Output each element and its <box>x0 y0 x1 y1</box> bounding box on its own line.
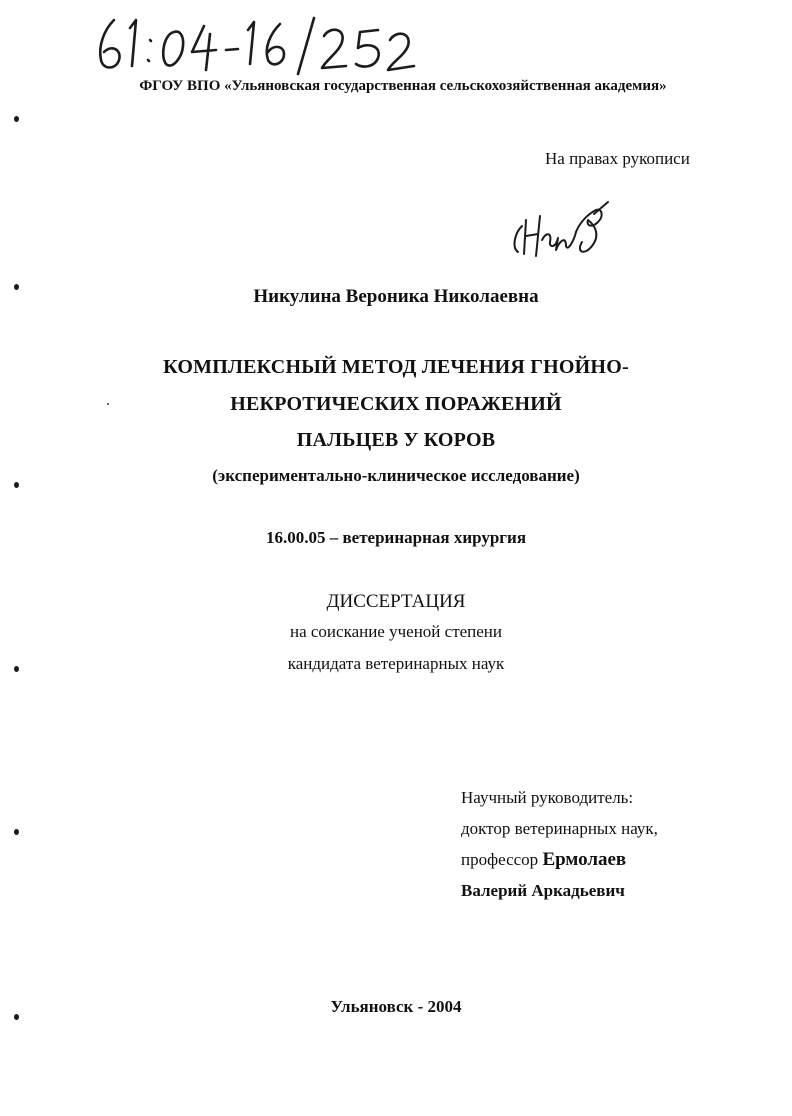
degree-line-1: на соискание ученой степени <box>289 622 503 641</box>
specialty-code: 16.00.05 – ветеринарная хирургия <box>265 528 527 547</box>
dissertation-title-line-3: ПАЛЬЦЕВ У КОРОВ <box>296 429 496 451</box>
dissertation-title-line-2: НЕКРОТИЧЕСКИХ ПОРАЖЕНИЙ <box>230 393 562 415</box>
binder-hole-mark <box>14 482 19 488</box>
supervisor-heading: Научный руководитель: <box>461 788 634 807</box>
supervisor-name: Валерий Аркадьевич <box>461 881 625 900</box>
binder-hole-mark <box>14 829 19 835</box>
handwritten-archive-code <box>92 8 422 80</box>
binder-hole-mark <box>14 1014 19 1020</box>
binder-hole-mark <box>14 116 19 122</box>
author-name: Никулина Вероника Николаевна <box>253 286 539 307</box>
scan-speck <box>107 403 109 405</box>
dissertation-label: ДИССЕРТАЦИЯ <box>326 591 466 612</box>
manuscript-rights-note: На правах рукописи <box>545 149 690 168</box>
supervisor-rank-row <box>461 844 658 875</box>
binder-hole-mark <box>14 284 19 290</box>
city-year: Ульяновск - 2004 <box>330 997 462 1016</box>
institution-name: ФГОУ ВПО «Ульяновская государственная сельскохозяйственная академия» <box>139 78 667 94</box>
binder-hole-mark <box>14 666 19 672</box>
dissertation-title-line-1: КОМПЛЕКСНЫЙ МЕТОД ЛЕЧЕНИЯ ГНОЙНО- <box>163 356 629 378</box>
degree-line-2: кандидата ветеринарных наук <box>287 654 505 673</box>
author-signature <box>510 196 620 266</box>
supervisor-block <box>461 782 658 906</box>
supervisor-surname: Ермолаев <box>542 849 627 870</box>
supervisor-degree: доктор ветеринарных наук, <box>461 819 658 838</box>
supervisor-rank: профессор <box>461 850 539 869</box>
dissertation-subtitle: (экспериментально-клиническое исследование) <box>212 466 580 485</box>
